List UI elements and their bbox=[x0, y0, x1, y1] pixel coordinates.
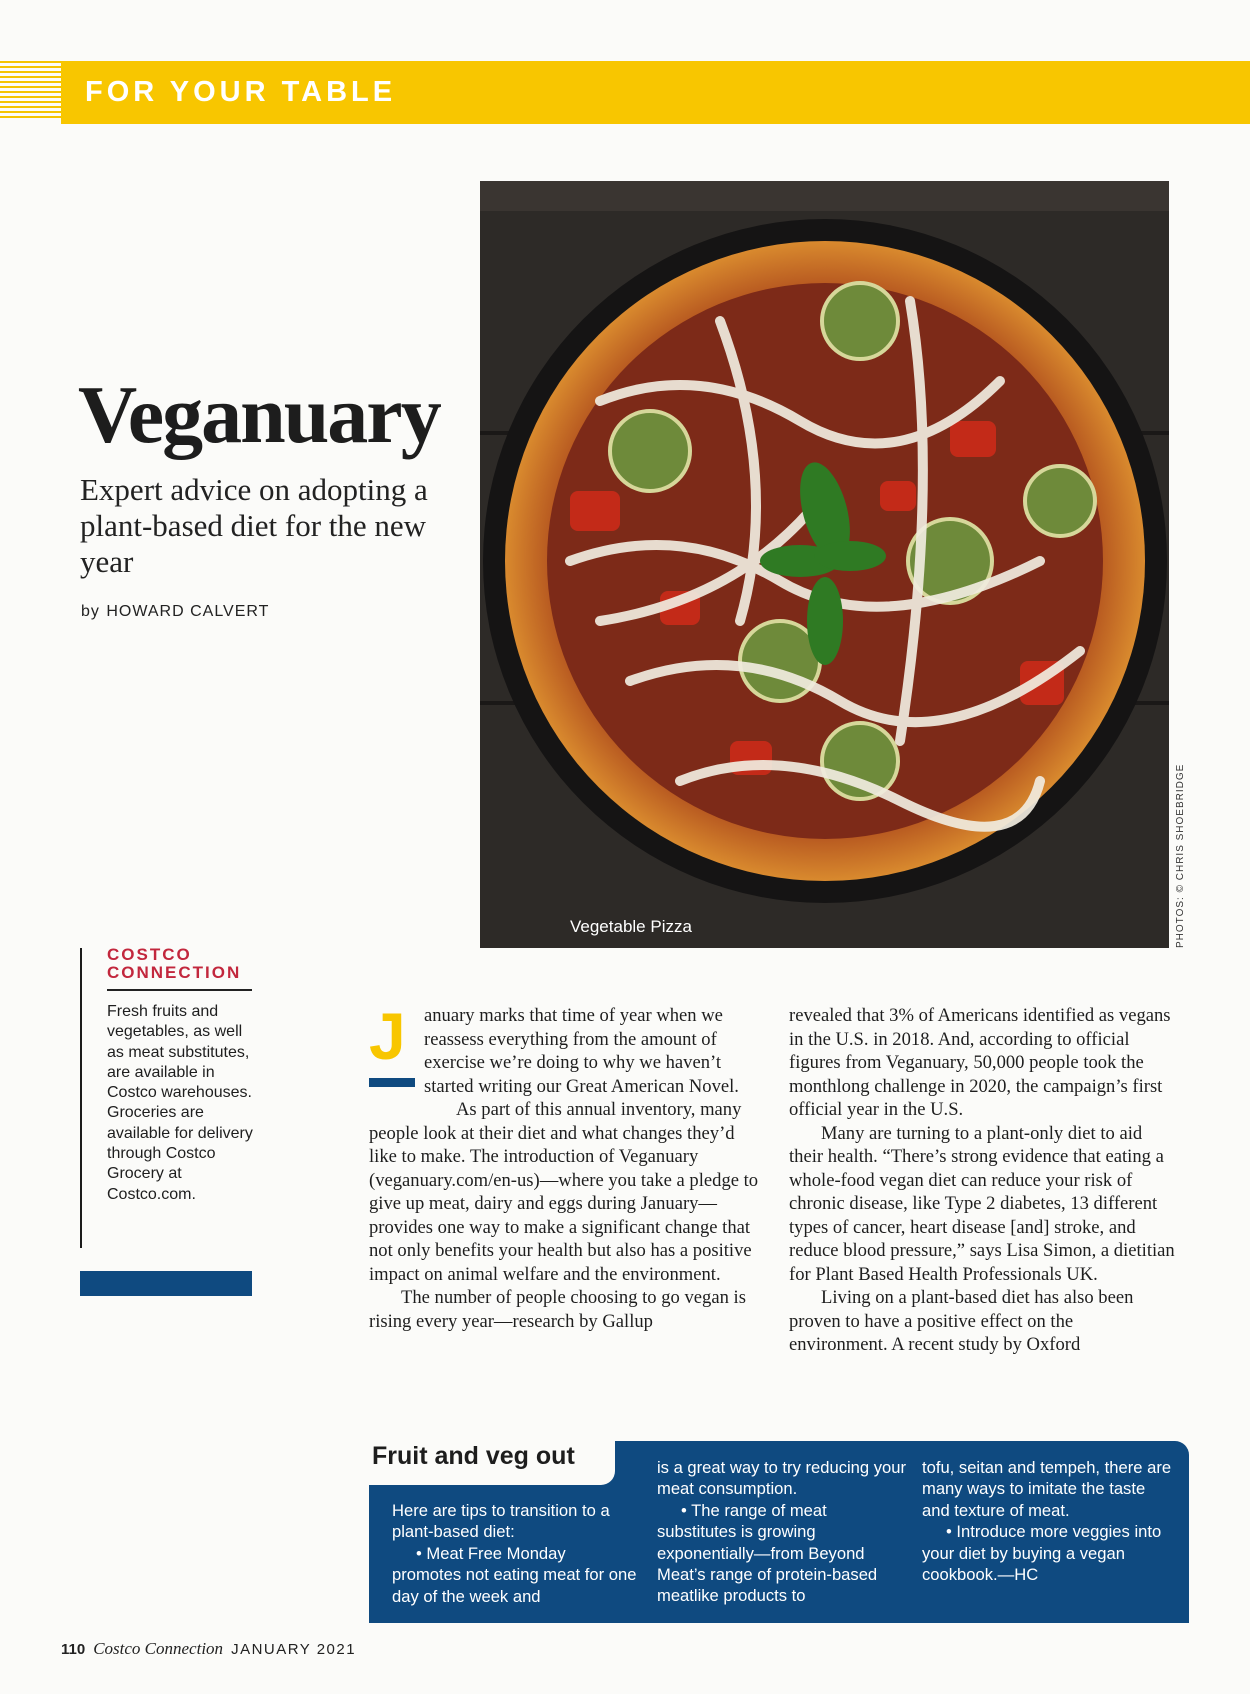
tips-column-1 bbox=[392, 1500, 637, 1607]
paragraph-5: Many are turning to a plant-only diet to aid their health. “There’s strong evidence that eating a whole-food vegan diet can reduce your risk of chronic disease, like Type 2 diabetes, 13 different types of cancer, heart disease [and] stroke, and reduce blood pressure,” says Lisa Simon, a dietitian for Plant Based Health Professionals UK. bbox=[789, 1122, 1175, 1285]
tips-intro: Here are tips to transition to a plant-based diet: bbox=[392, 1501, 610, 1542]
byline-author: HOWARD CALVERT bbox=[106, 603, 270, 620]
tips-column-3 bbox=[922, 1457, 1177, 1585]
tip-3: • Introduce more veggies into your diet by buying a vegan cookbook.—HC bbox=[922, 1522, 1162, 1585]
paragraph-2: As part of this annual inventory, many people look at their diet and what changes they’d like to make. The introduction of Veganuary (veganuary.com/en-us)—where you take a pledge to give up meat, dairy and eggs during January—provides one way to make a significant change that not only benefits your health but also has a positive impact on animal welfare and the environment. bbox=[369, 1099, 759, 1285]
byline bbox=[81, 603, 269, 621]
sidebar-heading-line1: COSTCO bbox=[107, 945, 192, 964]
issue-date: JANUARY 2021 bbox=[231, 1641, 357, 1658]
tip-1-start: • Meat Free Monday promotes not eating meat for one day of the week and bbox=[392, 1543, 637, 1606]
tip-2-end: tofu, seitan and tempeh, there are many ways to imitate the taste and texture of meat. bbox=[922, 1458, 1172, 1520]
section-label: FOR YOUR TABLE bbox=[85, 76, 397, 108]
tips-box-title: Fruit and veg out bbox=[372, 1442, 575, 1470]
drop-cap: J bbox=[369, 999, 406, 1073]
page-number: 110 bbox=[61, 1641, 86, 1658]
sidebar-body: Fresh fruits and vegetables, as well as meat substitutes, are available in Costco warehouses. Groceries are available for delivery through Costco Grocery at Costco.com. bbox=[107, 1003, 253, 1203]
article-column-1 bbox=[369, 999, 767, 1333]
tip-2-start: • The range of meat substitutes is growing exponentially—from Beyond Meat’s range of protein-based meatlike products to bbox=[657, 1500, 878, 1606]
paragraph-4: revealed that 3% of Americans identified as vegans in the U.S. in 2018. And, according to official figures from Veganuary, 50,000 people took the monthlong challenge in 2020, the campaign’s first official year in the U.S. bbox=[789, 1005, 1171, 1120]
header-stripes bbox=[0, 61, 61, 124]
tip-1-end: is a great way to try reducing your meat consumption. bbox=[657, 1458, 907, 1499]
byline-prefix: by bbox=[81, 603, 100, 620]
folio bbox=[61, 1639, 356, 1659]
magazine-name: Costco Connection bbox=[93, 1639, 224, 1658]
pizza-illustration bbox=[480, 181, 1169, 948]
sidebar-heading bbox=[107, 946, 241, 982]
drop-cap-bar bbox=[369, 1078, 415, 1087]
paragraph-3: The number of people choosing to go vegan is rising every year—research by Gallup bbox=[369, 1287, 746, 1332]
paragraph-6: Living on a plant-based diet has also been proven to have a positive effect on the environment. A recent study by Oxford bbox=[789, 1287, 1134, 1355]
article-column-2 bbox=[789, 1004, 1176, 1357]
photo-credit: PHOTOS: © CHRIS SHOEBRIDGE bbox=[1175, 763, 1186, 948]
vegetable-pizza-photo bbox=[480, 181, 1169, 948]
sidebar-bar bbox=[80, 1271, 252, 1296]
sidebar-heading-line2: CONNECTION bbox=[107, 963, 242, 982]
paragraph-1: anuary marks that time of year when we reassess everything from the amount of exercise we’re doing to why we haven’t started writing our Great American Novel. bbox=[424, 1005, 739, 1097]
sidebar-heading-rule bbox=[107, 989, 252, 991]
article-subtitle: Expert advice on adopting a plant-based diet for the new year bbox=[80, 472, 428, 579]
sidebar-rule bbox=[80, 948, 82, 1248]
tips-column-2 bbox=[657, 1457, 907, 1607]
photo-caption: Vegetable Pizza bbox=[570, 917, 692, 936]
article-title: Veganuary bbox=[78, 369, 440, 460]
